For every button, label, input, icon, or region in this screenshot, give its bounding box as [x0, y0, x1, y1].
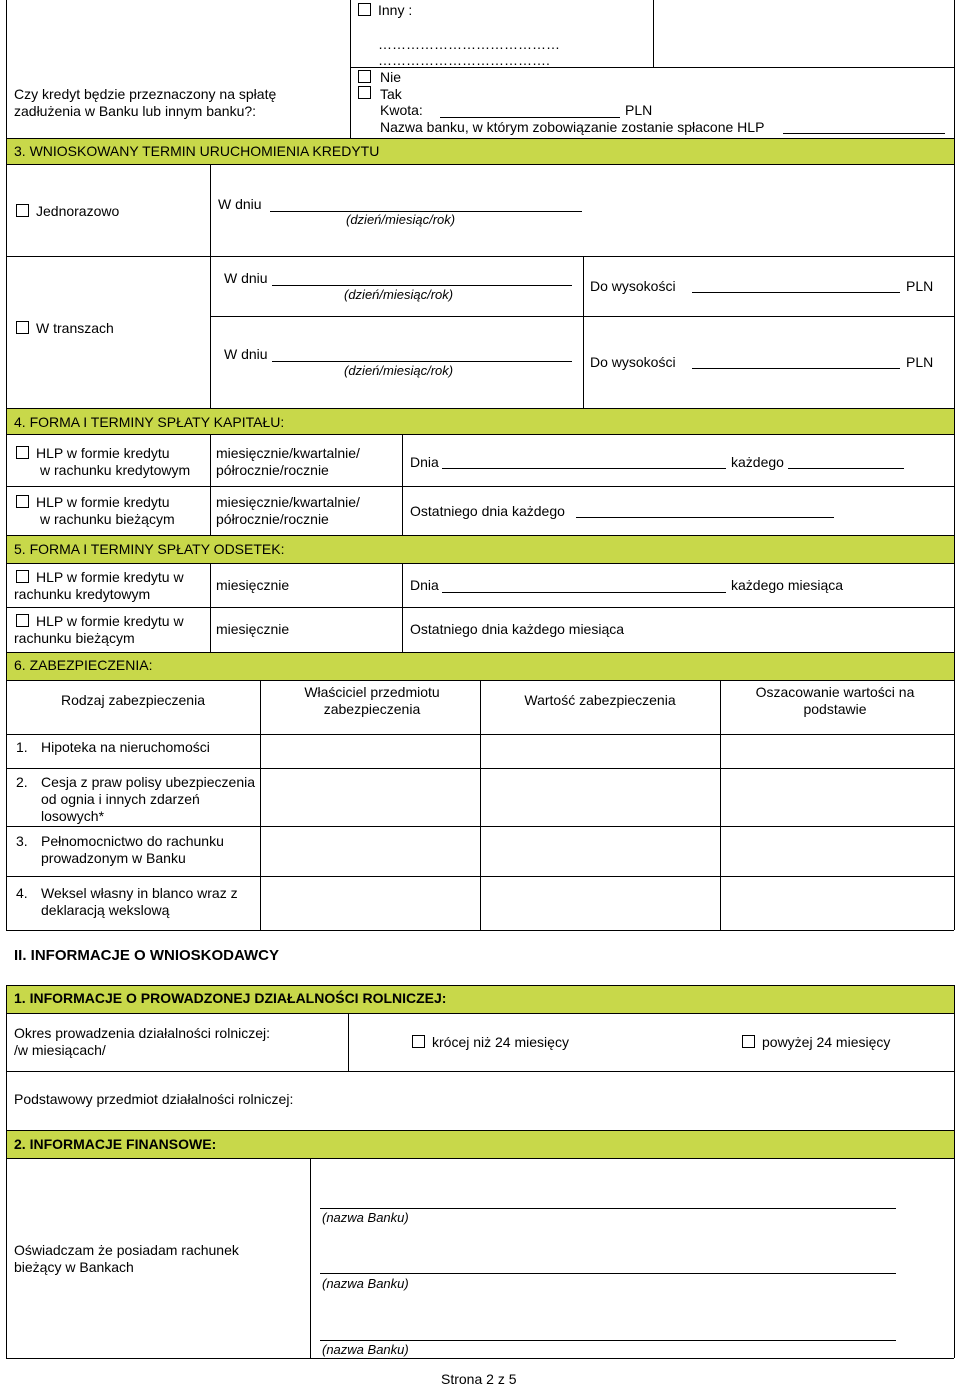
s5-row2-freq: miesięcznie [216, 621, 290, 637]
header-wlasciciel: Właściciel przedmiotu zabezpieczenia [304, 684, 440, 717]
tak-label: Tak [380, 86, 402, 102]
security-item-4-text: Weksel własny in blanco wraz z deklaracją wekslową [41, 885, 238, 918]
jednorazowo-date-hint: (dzień/miesiąc/rok) [346, 212, 456, 227]
page-number: Strona 2 z 5 [441, 1371, 517, 1387]
transza2-currency: PLN [906, 354, 934, 370]
transza2-w-dniu: W dniu [224, 346, 268, 362]
inny-dots-line1[interactable]: ………………………………… [378, 36, 560, 52]
s4-row1-kazdego: każdego [731, 454, 784, 470]
debt-question: Czy kredyt będzie przeznaczony na spłatę zadłużenia w Banku lub innym banku?: [14, 86, 277, 119]
security-item-3-text: Pełnomocnictwo do rachunku prowadzonym w Banku [41, 833, 224, 866]
s4-row2-freq-a: miesięcznie/kwartalnie/ [216, 494, 360, 510]
s4-row1-period-field[interactable] [788, 468, 904, 469]
inny-dots-line2[interactable]: ………………………………. [378, 52, 550, 68]
kwota-label: Kwota: [380, 102, 423, 118]
nie-checkbox[interactable] [358, 70, 371, 83]
section-4-title: 4. FORMA I TERMINY SPŁATY KAPITAŁU: [14, 414, 285, 430]
part2-s1-title: 1. INFORMACJE O PROWADZONEJ DZIAŁALNOŚCI ROLNICZEJ: [14, 990, 447, 1006]
s4-row2-label-a: HLP w formie kredytu [36, 494, 170, 510]
jednorazowo-checkbox[interactable] [16, 204, 29, 217]
w-transzach-label: W transzach [36, 320, 114, 336]
s5-row2-label-a: HLP w formie kredytu w [36, 613, 184, 629]
s5-row1-freq: miesięcznie [216, 577, 290, 593]
jednorazowo-label: Jednorazowo [36, 203, 120, 219]
s4-row2-checkbox[interactable] [16, 495, 29, 508]
s4-row1-freq-a: miesięcznie/kwartalnie/ [216, 445, 360, 461]
transza2-date-hint: (dzień/miesiąc/rok) [344, 363, 454, 378]
s5-row1-kazdego: każdego miesiąca [731, 577, 844, 593]
okres-label-a: Okres prowadzenia działalności rolniczej: [14, 1025, 271, 1041]
s4-row1-checkbox[interactable] [16, 446, 29, 459]
bank2-field[interactable] [320, 1273, 896, 1274]
oswiadczam-b: bieżący w Bankach [14, 1259, 134, 1275]
transza1-currency: PLN [906, 278, 934, 294]
security-item-3-num: 3. [16, 833, 28, 849]
s4-row1-dnia: Dnia [410, 454, 439, 470]
header-rodzaj: Rodzaj zabezpieczenia [61, 692, 205, 708]
s5-row1-checkbox[interactable] [16, 570, 29, 583]
nie-label: Nie [380, 69, 402, 85]
section-5-title: 5. FORMA I TERMINY SPŁATY ODSETEK: [14, 541, 285, 557]
kwota-field[interactable] [440, 117, 620, 118]
oswiadczam-a: Oświadczam że posiadam rachunek [14, 1242, 239, 1258]
bank2-hint: (nazwa Banku) [322, 1276, 409, 1291]
krocej-checkbox[interactable] [412, 1035, 425, 1048]
transza2-amount-field[interactable] [692, 368, 900, 369]
s4-row1-freq-b: półrocznie/rocznie [216, 462, 329, 478]
security-item-1-text: Hipoteka na nieruchomości [41, 739, 210, 755]
section-6-title: 6. ZABEZPIECZENIA: [14, 657, 153, 673]
krocej-label: krócej niż 24 miesięcy [432, 1034, 569, 1050]
jednorazowo-w-dniu: W dniu [218, 196, 262, 212]
okres-label-b: /w miesiącach/ [14, 1042, 106, 1058]
s4-row2-period-field[interactable] [576, 517, 834, 518]
header-oszacowanie: Oszacowanie wartości na podstawie [755, 684, 915, 717]
transza1-amount-field[interactable] [692, 292, 900, 293]
s4-row1-label-b: w rachunku kredytowym [40, 462, 191, 478]
inny-label: Inny : [378, 2, 413, 18]
bank1-hint: (nazwa Banku) [322, 1210, 409, 1225]
transza2-date-field[interactable] [272, 361, 572, 362]
security-item-1-num: 1. [16, 739, 28, 755]
bank1-field[interactable] [320, 1208, 896, 1209]
security-item-2-text: Cesja z praw polisy ubezpieczenia od ognia i innych zdarzeń losowych* [41, 774, 255, 824]
przedmiot-label: Podstawowy przedmiot działalności rolniczej: [14, 1091, 294, 1107]
s5-row2-label-b: rachunku bieżącym [14, 630, 135, 646]
transza1-date-field[interactable] [272, 285, 572, 286]
header-wartosc: Wartość zabezpieczenia [524, 692, 676, 708]
s4-row1-label-a: HLP w formie kredytu [36, 445, 170, 461]
s4-row1-day-field[interactable] [442, 468, 726, 469]
powyzej-label: powyżej 24 miesięcy [762, 1034, 891, 1050]
powyzej-checkbox[interactable] [742, 1035, 755, 1048]
s5-row1-label-b: rachunku kredytowym [14, 586, 151, 602]
s4-row2-freq-b: półrocznie/rocznie [216, 511, 329, 527]
bank3-field[interactable] [320, 1340, 896, 1341]
transza1-amount-label: Do wysokości [590, 278, 676, 294]
transza2-amount-label: Do wysokości [590, 354, 676, 370]
s5-row2-checkbox[interactable] [16, 614, 29, 627]
security-item-2-num: 2. [16, 774, 28, 790]
bank-name-label: Nazwa banku, w którym zobowiązanie zostanie spłacone HLP [380, 119, 765, 135]
part2-s2-title: 2. INFORMACJE FINANSOWE: [14, 1136, 217, 1152]
tak-checkbox[interactable] [358, 86, 371, 99]
s5-row1-label-a: HLP w formie kredytu w [36, 569, 184, 585]
s5-row1-dnia: Dnia [410, 577, 439, 593]
transza1-w-dniu: W dniu [224, 270, 268, 286]
s4-row2-ostatniego: Ostatniego dnia każdego [410, 503, 565, 519]
bank3-hint: (nazwa Banku) [322, 1342, 409, 1357]
w-transzach-checkbox[interactable] [16, 321, 29, 334]
kwota-currency: PLN [625, 102, 653, 118]
bank-name-field[interactable] [783, 133, 945, 134]
section-3-title: 3. WNIOSKOWANY TERMIN URUCHOMIENIA KREDYTU [14, 143, 380, 159]
s4-row2-label-b: w rachunku bieżącym [40, 511, 175, 527]
s5-row2-ostatniego: Ostatniego dnia każdego miesiąca [410, 621, 625, 637]
transza1-date-hint: (dzień/miesiąc/rok) [344, 287, 454, 302]
part2-title: II. INFORMACJE O WNIOSKODAWCY [14, 947, 280, 964]
security-item-4-num: 4. [16, 885, 28, 901]
s5-row1-day-field[interactable] [442, 592, 726, 593]
inny-checkbox[interactable] [358, 3, 371, 16]
